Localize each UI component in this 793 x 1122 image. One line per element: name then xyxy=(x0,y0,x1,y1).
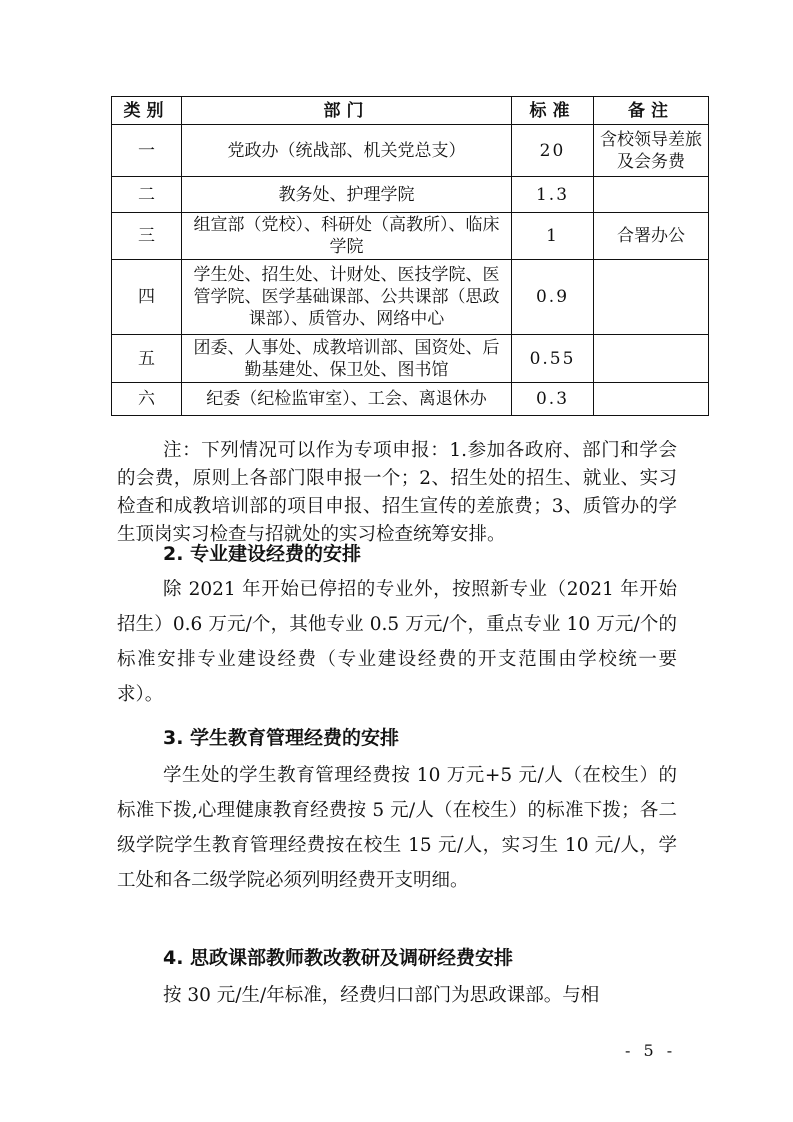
section-3-body: 学生处的学生教育管理经费按 10 万元+5 元/人（在校生）的标准下拨,心理健康教育经费按 5 元/人（在校生）的标准下拨；各二级学院学生教育管理经费按在校生 15 元/人，实习生 10 元/人，学工处和各二级学院必须列明经费开支明细。 xyxy=(117,765,677,891)
table-note: 注：下列情况可以作为专项申报：1.参加各政府、部门和学会的会费，原则上各部门限申报一个；2、招生处的招生、就业、实习检查和成教培训部的项目申报、招生宣传的差旅费；3、质管办的学生顶岗实习检查与招就处的实习检查统筹安排。 xyxy=(117,440,677,545)
row-remark: 合署办公 xyxy=(594,213,709,260)
section-2-heading: 2. 专业建设经费的安排 xyxy=(163,543,362,565)
section-4-heading: 4. 思政课部教师教改教研及调研经费安排 xyxy=(163,947,514,969)
row-remark xyxy=(594,260,709,335)
row-category: 二 xyxy=(112,177,182,213)
row-department: 组宣部（党校）、科研处（高教所）、临床学院 xyxy=(182,213,512,260)
table-row xyxy=(112,335,709,383)
row-remark: 含校领导差旅及会务费 xyxy=(594,125,709,177)
section-2-body: 除 2021 年开始已停招的专业外，按照新专业（2021 年开始招生）0.6 万元/个，其他专业 0.5 万元/个，重点专业 10 万元/个的标准安排专业建设经费（专业建设经费的开支范围由学校统一要求）。 xyxy=(117,579,677,705)
header-remark: 备注 xyxy=(594,97,709,125)
row-standard: 1 xyxy=(512,213,594,260)
header-standard: 标准 xyxy=(512,97,594,125)
row-standard: 0.9 xyxy=(512,260,594,335)
table-row xyxy=(112,383,709,416)
row-department: 学生处、招生处、计财处、医技学院、医管学院、医学基础课部、公共课部（思政课部）、质管办、网络中心 xyxy=(182,260,512,335)
header-category: 类别 xyxy=(112,97,182,125)
row-category: 五 xyxy=(112,335,182,383)
row-standard: 0.55 xyxy=(512,335,594,383)
row-remark xyxy=(594,177,709,213)
table-row xyxy=(112,177,709,213)
fee-standard-table xyxy=(111,96,709,416)
page-number: - 5 - xyxy=(625,1041,677,1060)
header-department: 部门 xyxy=(182,97,512,125)
row-department: 教务处、护理学院 xyxy=(182,177,512,213)
section-3-heading: 3. 学生教育管理经费的安排 xyxy=(163,727,400,749)
section-4-body: 按 30 元/生/年标准，经费归口部门为思政课部。与相 xyxy=(163,985,600,1006)
table-header-row xyxy=(112,97,709,125)
table-row xyxy=(112,213,709,260)
row-remark xyxy=(594,335,709,383)
row-standard: 0.3 xyxy=(512,383,594,416)
row-category: 三 xyxy=(112,213,182,260)
row-department: 团委、人事处、成教培训部、国资处、后勤基建处、保卫处、图书馆 xyxy=(182,335,512,383)
row-standard: 20 xyxy=(512,125,594,177)
table-row xyxy=(112,260,709,335)
row-category: 四 xyxy=(112,260,182,335)
row-standard: 1.3 xyxy=(512,177,594,213)
row-department: 纪委（纪检监审室）、工会、离退休办 xyxy=(182,383,512,416)
row-department: 党政办（统战部、机关党总支） xyxy=(182,125,512,177)
table-row xyxy=(112,125,709,177)
row-category: 一 xyxy=(112,125,182,177)
row-category: 六 xyxy=(112,383,182,416)
row-remark xyxy=(594,383,709,416)
